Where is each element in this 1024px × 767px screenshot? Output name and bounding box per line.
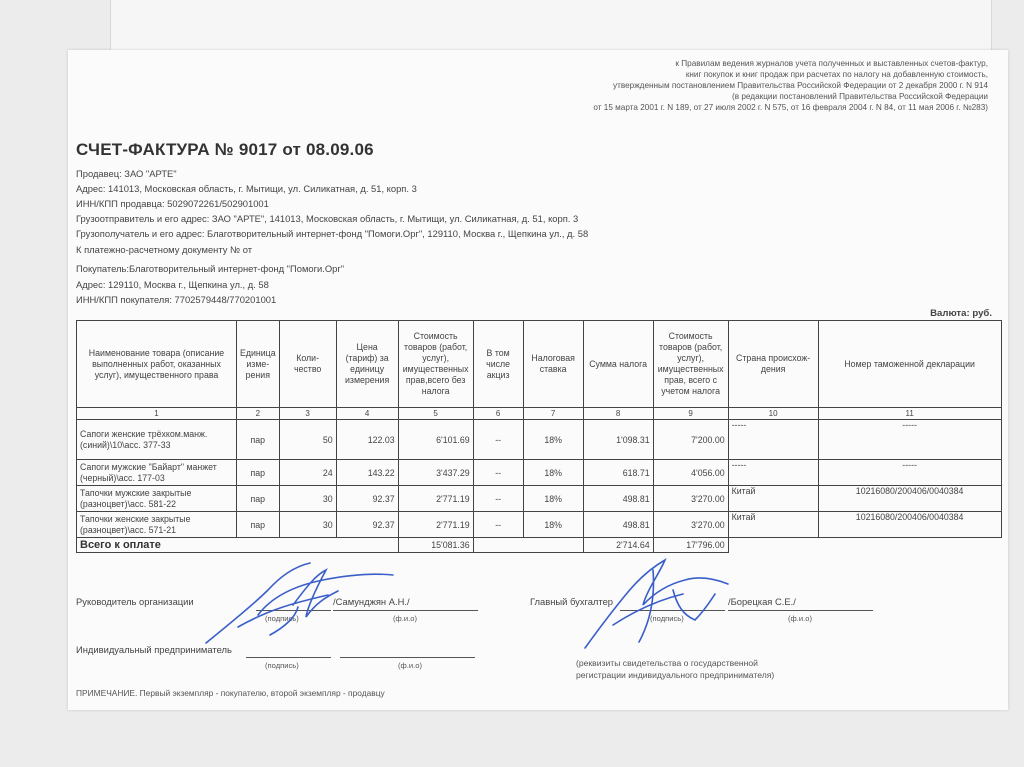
item-unit: пар: [237, 512, 280, 538]
registration-note: (реквизиты свидетельства о государственной: [576, 658, 758, 668]
head-label: Руководитель организации: [76, 596, 194, 607]
item-qty: 30: [279, 486, 336, 512]
entrepreneur-label: Индивидуальный предприниматель: [76, 644, 232, 655]
invoice-title: СЧЕТ-ФАКТУРА № 9017 от 08.09.06: [76, 140, 374, 159]
total-row: [77, 538, 1002, 553]
item-cost: 6'101.69: [398, 420, 473, 460]
col-header: Сумма налога: [583, 321, 653, 408]
buyer-address: Адрес: 129110, Москва г., Щепкина ул., д. 58: [76, 279, 269, 290]
total-tax: 2'714.64: [583, 538, 653, 553]
col-header: Цена (тариф) за единицу измерения: [336, 321, 398, 408]
legal-note-line: от 15 марта 2001 г. N 189, от 27 июля 2002 г. N 575, от 16 февраля 2004 г. N 84, от 11 мая 2006 г. №283): [593, 103, 988, 112]
seller-inn: ИНН/КПП продавца: 5029072261/502901001: [76, 198, 269, 209]
shipper: Грузоотправитель и его адрес: ЗАО "АРТЕ", 141013, Московская область, г. Мытищи, ул. Силикатная, д. 51, корп. 3: [76, 213, 579, 224]
item-name: Сапоги женские трёхком.манж.(синий)\10\асс. 377-33: [77, 420, 237, 460]
col-header: Стоимость товаров (работ, услуг), имущественных прав,всего без налога: [398, 321, 473, 408]
legal-note: [468, 58, 988, 113]
item-country: -----: [728, 420, 818, 460]
total-sum: 17'796.00: [653, 538, 728, 553]
slide-frame: [110, 0, 992, 50]
column-number: 10: [728, 408, 818, 420]
column-number: 4: [336, 408, 398, 420]
column-number: 7: [523, 408, 583, 420]
item-price: 92.37: [336, 486, 398, 512]
table-header-row: [77, 321, 1002, 408]
head-signature-image: [198, 555, 398, 650]
item-price: 122.03: [336, 420, 398, 460]
column-number: 1: [77, 408, 237, 420]
caption-fio: (ф.и.о): [393, 614, 417, 623]
item-cost: 2'771.19: [398, 512, 473, 538]
table-row: [77, 460, 1002, 486]
entrepreneur-sign-line: [246, 657, 331, 658]
item-tax: 498.81: [583, 512, 653, 538]
item-total: 3'270.00: [653, 512, 728, 538]
consignee: Грузополучатель и его адрес: Благотворительный интернет-фонд "Помоги.Орг", 129110, Москва г., Щепкина ул., д. 58: [76, 228, 589, 239]
item-qty: 24: [279, 460, 336, 486]
col-header: Единица изме-рения: [237, 321, 280, 408]
item-name: Тапочки мужские закрытые (разноцвет)\асс. 581-22: [77, 486, 237, 512]
caption-sign: (подпись): [265, 661, 299, 670]
caption-sign: (подпись): [650, 614, 684, 623]
accountant-name-line: [728, 610, 873, 611]
col-header: Наименование товара (описание выполненных работ, оказанных услуг), имущественного права: [77, 321, 237, 408]
col-header: Страна происхож-дения: [728, 321, 818, 408]
table-row: [77, 512, 1002, 538]
item-qty: 30: [279, 512, 336, 538]
table-row: [77, 420, 1002, 460]
item-excise: --: [473, 460, 523, 486]
item-cost: 2'771.19: [398, 486, 473, 512]
item-price: 92.37: [336, 512, 398, 538]
currency: Валюта: руб.: [930, 308, 992, 319]
col-header: Коли-чество: [279, 321, 336, 408]
column-number-row: [77, 408, 1002, 420]
column-number: 6: [473, 408, 523, 420]
head-name: /Самунджян А.Н./: [333, 596, 410, 607]
item-rate: 18%: [523, 486, 583, 512]
item-rate: 18%: [523, 460, 583, 486]
item-declaration: 10216080/200406/0040384: [818, 512, 1001, 538]
buyer: Покупатель:Благотворительный интернет-фонд "Помоги.Орг": [76, 263, 345, 274]
item-total: 3'270.00: [653, 486, 728, 512]
item-tax: 498.81: [583, 486, 653, 512]
item-country: Китай: [728, 512, 818, 538]
column-number: 2: [237, 408, 280, 420]
total-label: Всего к оплате: [80, 538, 161, 551]
invoice-sheet: [68, 50, 1008, 710]
item-total: 4'056.00: [653, 460, 728, 486]
item-tax: 1'098.31: [583, 420, 653, 460]
column-number: 5: [398, 408, 473, 420]
seller: Продавец: ЗАО "АРТЕ": [76, 168, 177, 179]
caption-fio: (ф.и.о): [398, 661, 422, 670]
item-excise: --: [473, 420, 523, 460]
item-qty: 50: [279, 420, 336, 460]
item-declaration: -----: [818, 460, 1001, 486]
item-price: 143.22: [336, 460, 398, 486]
item-cost: 3'437.29: [398, 460, 473, 486]
item-declaration: 10216080/200406/0040384: [818, 486, 1001, 512]
col-header: Номер таможенной декларации: [818, 321, 1001, 408]
registration-note: регистрации индивидуального предпринимателя): [576, 670, 775, 680]
col-header: Стоимость товаров (работ, услуг), имущественных прав, всего с учетом налога: [653, 321, 728, 408]
legal-note-line: (в редакции постановлений Правительства Российской Федерации: [732, 92, 988, 101]
col-header: Налоговая ставка: [523, 321, 583, 408]
accountant-label: Главный бухгалтер: [530, 596, 614, 607]
item-country: Китай: [728, 486, 818, 512]
item-declaration: -----: [818, 420, 1001, 460]
entrepreneur-name-line: [340, 657, 475, 658]
footnote: ПРИМЕЧАНИЕ. Первый экземпляр - покупателю, второй экземпляр - продавцу: [76, 688, 385, 698]
item-rate: 18%: [523, 420, 583, 460]
col-header: В том числе акциз: [473, 321, 523, 408]
item-total: 7'200.00: [653, 420, 728, 460]
legal-note-line: утвержденным постановлением Правительства Российской Федерации от 2 декабря 2000 г. N 914: [613, 81, 988, 90]
caption-fio: (ф.и.о): [788, 614, 812, 623]
item-excise: --: [473, 486, 523, 512]
payment-document: К платежно-расчетному документу № от: [76, 244, 252, 255]
item-unit: пар: [237, 486, 280, 512]
column-number: 8: [583, 408, 653, 420]
caption-sign: (подпись): [265, 614, 299, 623]
item-unit: пар: [237, 420, 280, 460]
accountant-signature-image: [573, 550, 733, 660]
table-row: [77, 486, 1002, 512]
invoice-table: [76, 320, 1002, 553]
item-rate: 18%: [523, 512, 583, 538]
accountant-name: /Борецкая С.Е./: [728, 596, 796, 607]
buyer-inn: ИНН/КПП покупателя: 7702579448/770201001: [76, 294, 277, 305]
item-name: Сапоги мужские "Байарт" манжет (черный)\асс. 177-03: [77, 460, 237, 486]
legal-note-line: книг покупок и книг продаж при расчетах по налогу на добавленную стоимость,: [685, 70, 988, 79]
total-cost: 15'081.36: [398, 538, 473, 553]
seller-address: Адрес: 141013, Московская область, г. Мытищи, ул. Силикатная, д. 51, корп. 3: [76, 183, 417, 194]
item-country: -----: [728, 460, 818, 486]
item-unit: пар: [237, 460, 280, 486]
legal-note-line: к Правилам ведения журналов учета полученных и выставленных счетов-фактур,: [675, 59, 988, 68]
column-number: 11: [818, 408, 1001, 420]
item-excise: --: [473, 512, 523, 538]
item-name: Тапочки женские закрытые (разноцвет)\асс. 571-21: [77, 512, 237, 538]
column-number: 9: [653, 408, 728, 420]
item-tax: 618.71: [583, 460, 653, 486]
column-number: 3: [279, 408, 336, 420]
